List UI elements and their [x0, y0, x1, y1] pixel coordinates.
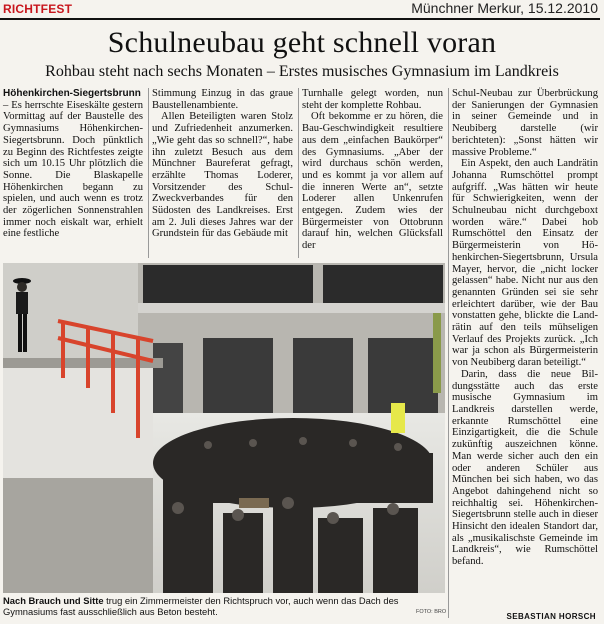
article-column-1: [3, 88, 143, 240]
column-divider: [448, 88, 449, 618]
article-column-4: [452, 88, 598, 568]
article-column-3: [302, 88, 443, 252]
body-paragraph: Allen Beteiligten waren Stolz und Zufriedenheit anzumerken. „Wie geht das so schnell?“, habe ihn zuletzt Besuch aus dem Münchner Baureferat gefragt, erzählte Thomas Loderer, Vorsitzender des Schul-Zweckverbandes für den Südosten des Landkreises. Erst am 2. Juli dieses Jahres war der Grundstein für das Gebäude mit: [152, 111, 293, 240]
column-divider: [148, 88, 149, 258]
photo-credit: FOTO: BRO: [416, 609, 447, 615]
subheadline: Rohbau steht nach sechs Monaten – Erstes musisches Gymnasium im Landkreis: [45, 63, 559, 80]
page-header: [0, 0, 604, 20]
body-text: – Es herrschte Eiseskälte gestern Vormittag auf der Baustelle des Gymnasiums Höhenkirchen-Siegertsbrunn. Doch pünktlich zu Beginn des Richtfestes zeigte sich um 10.15 Uhr plötzlich die Sonne. Die Blaskapelle Höhenkirchen begann zu spielen, und auch wenn es trotz der zögerlichen Sonnenstrahlen immer noch eiskalt war, erhielt eine festliche: [3, 99, 143, 240]
column-divider: [298, 88, 299, 258]
source-date: Münchner Merkur, 15.12.2010: [411, 0, 598, 16]
construction-site-photo: [3, 263, 445, 593]
photo-caption: [3, 595, 445, 617]
body-paragraph: Schul-Neubau zur Überbrückung der Sanierungen der Gymnasien in seiner Gemeinde und in Neubiberg darstelle (wir berichteten): „Sonst hätten wir massive Probleme.“: [452, 88, 598, 158]
header-rule: [0, 18, 600, 20]
body-paragraph: Turnhalle gelegt worden, nun steht der komplette Rohbau.: [302, 88, 443, 111]
article-column-2: [152, 88, 293, 240]
author-byline: SEBASTIAN HORSCH: [506, 612, 596, 621]
body-paragraph: Oft bekomme er zu hören, die Bau-Geschwindigkeit resultiere aus dem „einfachen Baukörper“ des Gymnasiums. „Aber der wird durchaus schön werden, und es kommt ja vor allem auf die inneren Werte an“, setzte Loderer allen Unkenrufen entgegen. Zudem wies der Bürgermeister von Ottobrunn darauf hin, welchen Glücksfall der: [302, 111, 443, 252]
body-paragraph: Ein Aspekt, den auch Landrätin Johanna Rumschöttel prompt aufgriff. „Was hätten wir heute für Schwierigkeiten, wenn der Schulneubau nicht durchgeboxt worden wäre.“ Dabei hob Rumschöttel den Einsatz der Bürgermeisterin von Höhenkirchen-Siegertsbrunn, Ursula Mayer, hervor, die „nicht locker gelassen“ habe. Nicht nur aus den genannten Gründen sei sie sehr erleichtert darüber, wie der Bau vonstatten gehe, blickte die Landrätin auf den teils mühseligen Verlauf des Projekts zurück. „Ich war ja schon als Bürgermeisterin von Neubiberg daran beteiligt.“: [452, 158, 598, 369]
body-paragraph: Stimmung Einzug in das graue Baustellenambiente.: [152, 88, 293, 111]
section-kicker: RICHTFEST: [3, 2, 73, 16]
dateline: Höhenkirchen-Siegertsbrunn: [3, 88, 141, 99]
caption-text: trug ein Zimmermeister den Richtspruch vor, auch wenn das Dach des Gymnasiums fast ausschließlich aus Beton besteht.: [3, 595, 399, 617]
news-photo: [3, 263, 445, 593]
caption-lead: Nach Brauch und Sitte: [3, 595, 104, 606]
headline: Schulneubau geht schnell voran: [107, 26, 497, 59]
body-paragraph: Darin, dass die neue Bildungsstätte auch das erste musische Gymnasium im Landkreis darstellen werde, erkannte Rumschöttel eine Einzigartigkeit, die die Schule zukünftig auszeichnen könne. Man werde sicher auch den ein oder anderen Schüler aus München bei sich haben, wo das Angebot dahingehend nicht so reichhaltig sei. Höhenkirchen-Siegertsbrunn stelle auch in dieser Hinsicht den idealen Standort dar, als „musikalischste Gemeinde im Landkreis“, wie Rumschöttel befand.: [452, 368, 598, 568]
